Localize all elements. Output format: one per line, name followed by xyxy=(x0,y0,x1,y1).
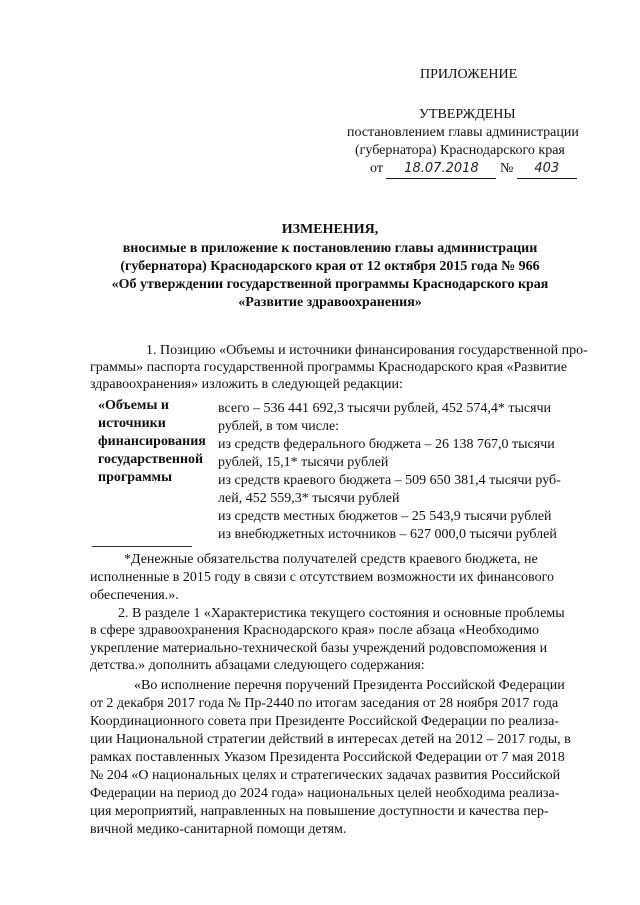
approval-line-2: (губернатора) Краснодарского края xyxy=(355,143,565,158)
paragraph2-line: в сфере здравоохранения Краснодарского края» после абзаца «Необходимо xyxy=(90,623,539,638)
paragraph3-line: от 2 декабря 2017 года № Пр-2440 по итогам заседания от 28 ноября 2017 года xyxy=(90,696,559,711)
doc-title: ИЗМЕНЕНИЯ, xyxy=(281,222,379,237)
funding-table-values xyxy=(218,400,600,544)
handwritten-date: 18.07.2018 xyxy=(386,160,496,179)
paragraph3-line: ция мероприятий, направленных на повышение доступности и качества пер- xyxy=(90,804,549,819)
number-sign: № xyxy=(499,161,514,176)
paragraph2-line: детства.» дополнить абзацами следующего содержания: xyxy=(90,658,425,673)
doc-subtitle-line: «Развитие здравоохранения» xyxy=(238,295,422,310)
funding-value-line: рублей, в том числе: xyxy=(218,419,340,434)
approval-line-1: постановлением главы администрации xyxy=(347,125,579,140)
doc-subtitle-line: «Об утверждении государственной программы Краснодарского края xyxy=(111,277,549,292)
paragraph1-line: здравоохранения» изложить в следующей редакции: xyxy=(90,377,403,392)
funding-value-line: лей, 452 559,3* тысячи рублей xyxy=(218,491,400,506)
funding-value-line: всего – 536 441 692,3 тысячи рублей, 452 574,4* тысячи xyxy=(218,401,552,416)
paragraph3-line: «Во исполнение перечня поручений Президента Российской Федерации xyxy=(134,678,565,693)
appendix-label: ПРИЛОЖЕНИЕ xyxy=(420,67,518,82)
paragraph1-line: 1. Позицию «Объемы и источники финансирования государственной про- xyxy=(146,343,588,358)
funding-label-line: «Объемы и xyxy=(98,398,169,413)
funding-label-line: финансирования xyxy=(98,434,206,449)
funding-label-line: программы xyxy=(98,470,172,485)
doc-subtitle-line: вносимые в приложение к постановлению главы администрации xyxy=(122,241,538,256)
funding-value-line: из средств краевого бюджета – 509 650 381,4 тысячи руб- xyxy=(218,473,561,488)
date-row xyxy=(370,160,577,179)
paragraph2-line: укрепление материально-технической базы учреждений родовспоможения и xyxy=(90,641,548,656)
footnote-line: обеспечения.». xyxy=(90,588,179,603)
funding-table-label xyxy=(98,397,213,487)
funding-value-line: из внебюджетных источников – 627 000,0 тысячи рублей xyxy=(218,527,557,542)
from-label: от xyxy=(370,161,383,176)
paragraph3-line: Координационного совета при Президенте Российской Федерации по реализа- xyxy=(90,714,559,729)
footnote-line: исполненные в 2015 году в связи с отсутствием возможности их финансового xyxy=(90,570,554,585)
handwritten-number: 403 xyxy=(517,160,577,179)
paragraph3-line: № 204 «О национальных целях и стратегических задачах развития Российской xyxy=(90,768,561,783)
paragraph2-line: 2. В разделе 1 «Характеристика текущего состояния и основные проблемы xyxy=(118,606,565,621)
funding-value-line: рублей, 15,1* тысячи рублей xyxy=(218,455,389,470)
funding-label-line: источники xyxy=(98,416,166,431)
approved-label: УТВЕРЖДЕНЫ xyxy=(419,107,516,122)
funding-value-line: из средств местных бюджетов – 25 543,9 тысячи рублей xyxy=(218,509,552,524)
doc-subtitle-line: (губернатора) Краснодарского края от 12 октября 2015 года № 966 xyxy=(120,259,540,274)
footnote-separator xyxy=(92,546,192,547)
paragraph3-line: рамках поставленных Указом Президента Российской Федерации от 7 мая 2018 xyxy=(90,750,565,765)
funding-label-line: государственной xyxy=(98,452,204,467)
paragraph1-line: граммы» паспорта государственной программы Краснодарского края «Развитие xyxy=(90,360,567,375)
paragraph3-line: ции Национальной стратегии действий в интересах детей на 2012 – 2017 годы, в xyxy=(90,732,571,747)
paragraph3-line: Федерации на период до 2024 года» национальных целей необходима реализа- xyxy=(90,786,560,801)
footnote-line: *Денежные обязательства получателей средств краевого бюджета, не xyxy=(124,552,538,567)
funding-value-line: из средств федерального бюджета – 26 138 767,0 тысячи xyxy=(218,437,555,452)
paragraph3-line: вичной медико-санитарной помощи детям. xyxy=(90,822,347,837)
